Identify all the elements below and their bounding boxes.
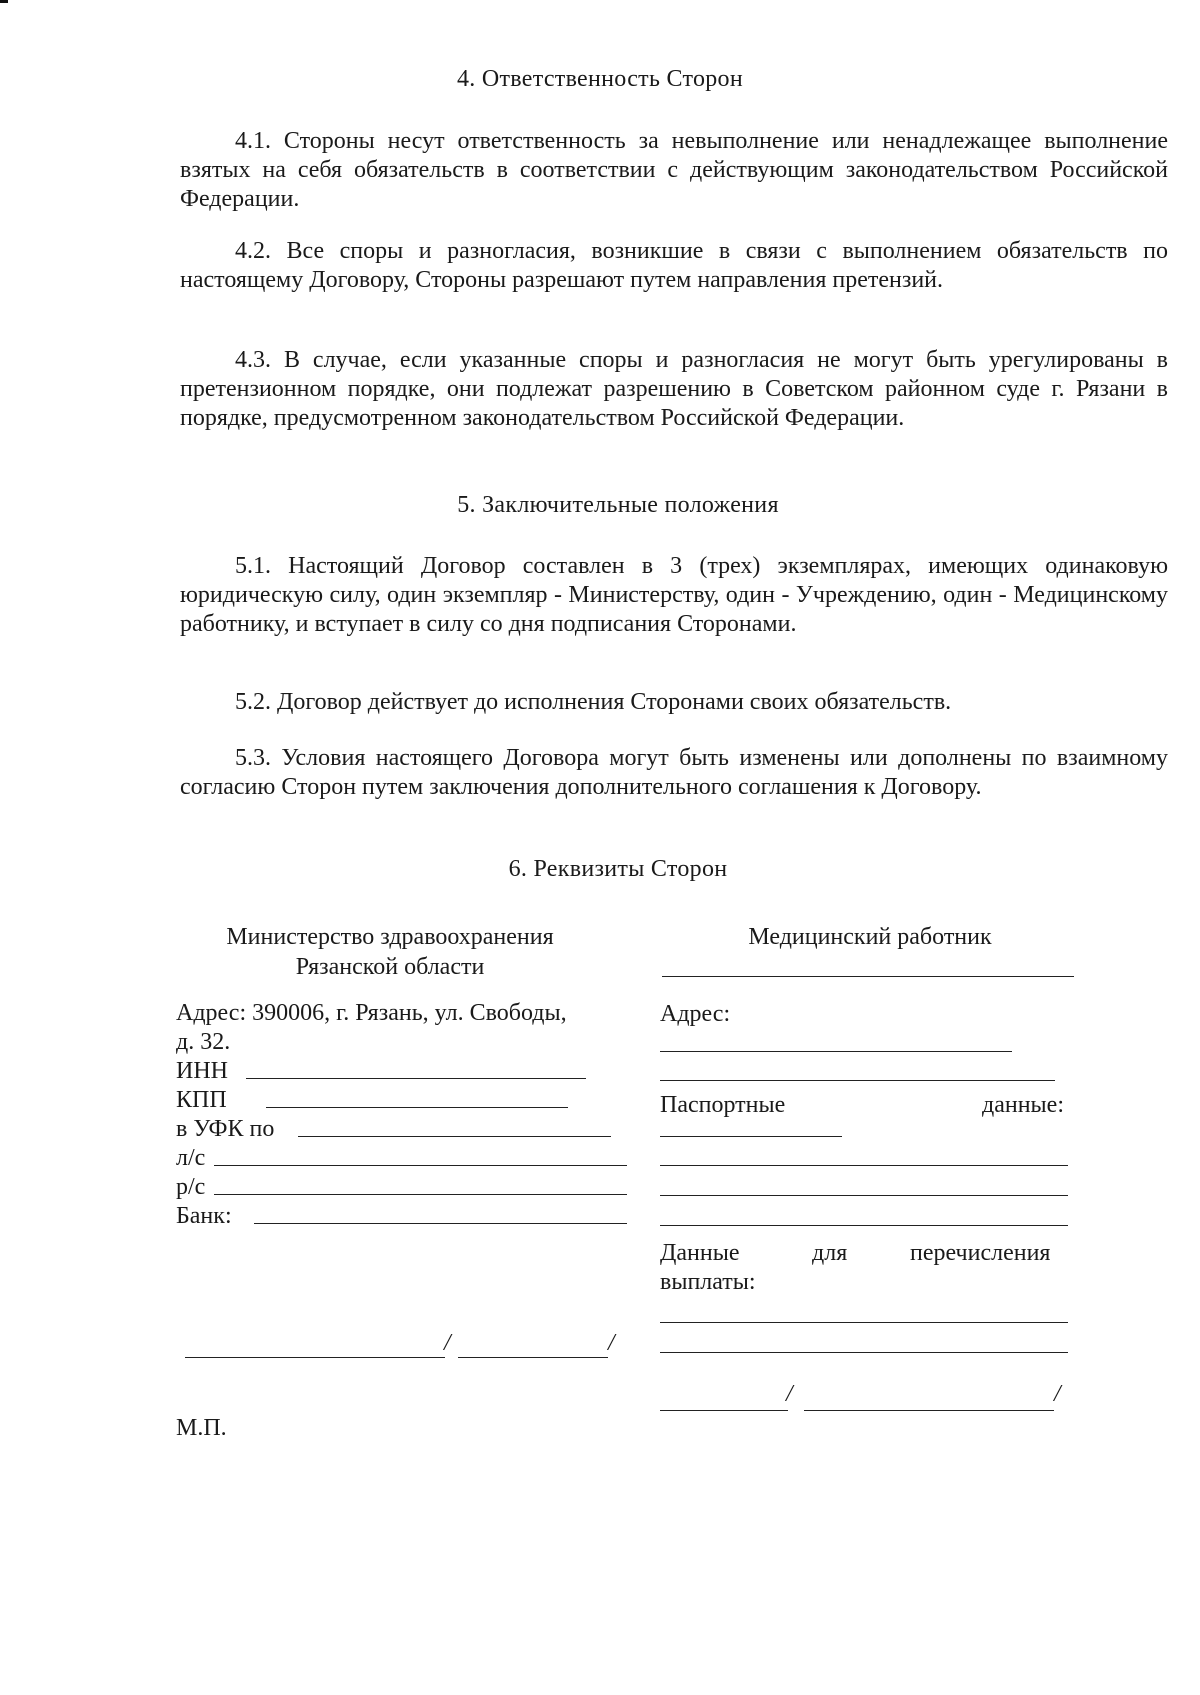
passport-label-1: Паспортные xyxy=(660,1092,786,1118)
inn-label: ИНН xyxy=(176,1058,228,1084)
ministry-title-line-2: Рязанской области xyxy=(295,954,485,980)
payment-label-2: для xyxy=(812,1240,848,1266)
inn-field-line xyxy=(246,1078,586,1079)
section-5-title: 5. Заключительные положения xyxy=(457,492,779,518)
ministry-name-line xyxy=(458,1357,608,1358)
medical-worker-name-line xyxy=(662,976,1074,977)
worker-signature-slash-1: / xyxy=(786,1381,793,1407)
ministry-address-line-2: д. 32. xyxy=(176,1029,231,1055)
clause-5-1: 5.1. Настоящий Договор составлен в 3 (трех) экземплярах, имеющих одинаковую юридическую силу, один экземпляр - Министерству, один - Учреждению, один - Медицинскому работнику, и вступает в силу со дня подписания Сторонами. xyxy=(180,553,1168,637)
ls-label: л/с xyxy=(176,1145,206,1171)
ufk-field-line xyxy=(298,1136,611,1137)
ministry-address-line-1: Адрес: 390006, г. Рязань, ул. Свободы, xyxy=(176,1000,567,1026)
passport-label-2: данные: xyxy=(982,1092,1064,1118)
passport-line-3 xyxy=(660,1195,1068,1196)
worker-name-line xyxy=(804,1410,1054,1411)
clause-4-2: 4.2. Все споры и разногласия, возникшие в связи с выполнением обязательств по настоящему Договору, Стороны разрешают путем направления претензий. xyxy=(180,238,1168,293)
worker-address-line-2 xyxy=(660,1080,1055,1081)
bank-label: Банк: xyxy=(176,1203,232,1229)
ufk-label: в УФК по xyxy=(176,1116,275,1142)
passport-line-4 xyxy=(660,1225,1068,1226)
bank-field-line xyxy=(254,1223,627,1224)
section-6-title: 6. Реквизиты Сторон xyxy=(508,856,728,882)
ministry-signature-slash-1: / xyxy=(444,1330,451,1356)
ministry-signature-line xyxy=(185,1357,445,1358)
worker-address-label: Адрес: xyxy=(660,1001,731,1027)
passport-line-1 xyxy=(660,1136,842,1137)
ls-field-line xyxy=(214,1165,627,1166)
kpp-label: КПП xyxy=(176,1087,227,1113)
passport-line-2 xyxy=(660,1165,1068,1166)
section-4-title: 4. Ответственность Сторон xyxy=(456,66,743,92)
payment-label-4: выплаты: xyxy=(660,1269,756,1295)
payment-label-3: перечисления xyxy=(910,1240,1051,1266)
rs-label: р/с xyxy=(176,1174,206,1200)
clause-5-3: 5.3. Условия настоящего Договора могут быть изменены или дополнены по взаимному согласию Сторон путем заключения дополнительного соглашения к Договору. xyxy=(180,745,1168,800)
ministry-signature-slash-2: / xyxy=(608,1330,615,1356)
ministry-title-line-1: Министерство здравоохранения xyxy=(226,924,554,950)
stamp-label: М.П. xyxy=(176,1415,227,1441)
rs-field-line xyxy=(214,1194,627,1195)
clause-5-2: 5.2. Договор действует до исполнения Сторонами своих обязательств. xyxy=(235,689,952,715)
medical-worker-title: Медицинский работник xyxy=(748,924,992,950)
payment-line-1 xyxy=(660,1322,1068,1323)
worker-signature-line xyxy=(660,1410,788,1411)
clause-4-1: 4.1. Стороны несут ответственность за невыполнение или ненадлежащее выполнение взятых на себя обязательств в соответствии с действующим законодательством Российской Федерации. xyxy=(180,128,1168,212)
payment-label-1: Данные xyxy=(660,1240,740,1266)
ministry-title xyxy=(170,922,610,982)
worker-signature-slash-2: / xyxy=(1054,1381,1061,1407)
scan-corner-mark xyxy=(0,0,8,3)
payment-line-2 xyxy=(660,1352,1068,1353)
clause-4-3: 4.3. В случае, если указанные споры и разногласия не могут быть урегулированы в претензионном порядке, они подлежат разрешению в Советском районном суде г. Рязани в порядке, предусмотренном законодательством Российской Федерации. xyxy=(180,347,1168,431)
kpp-field-line xyxy=(266,1107,568,1108)
worker-address-line-1 xyxy=(660,1051,1012,1052)
